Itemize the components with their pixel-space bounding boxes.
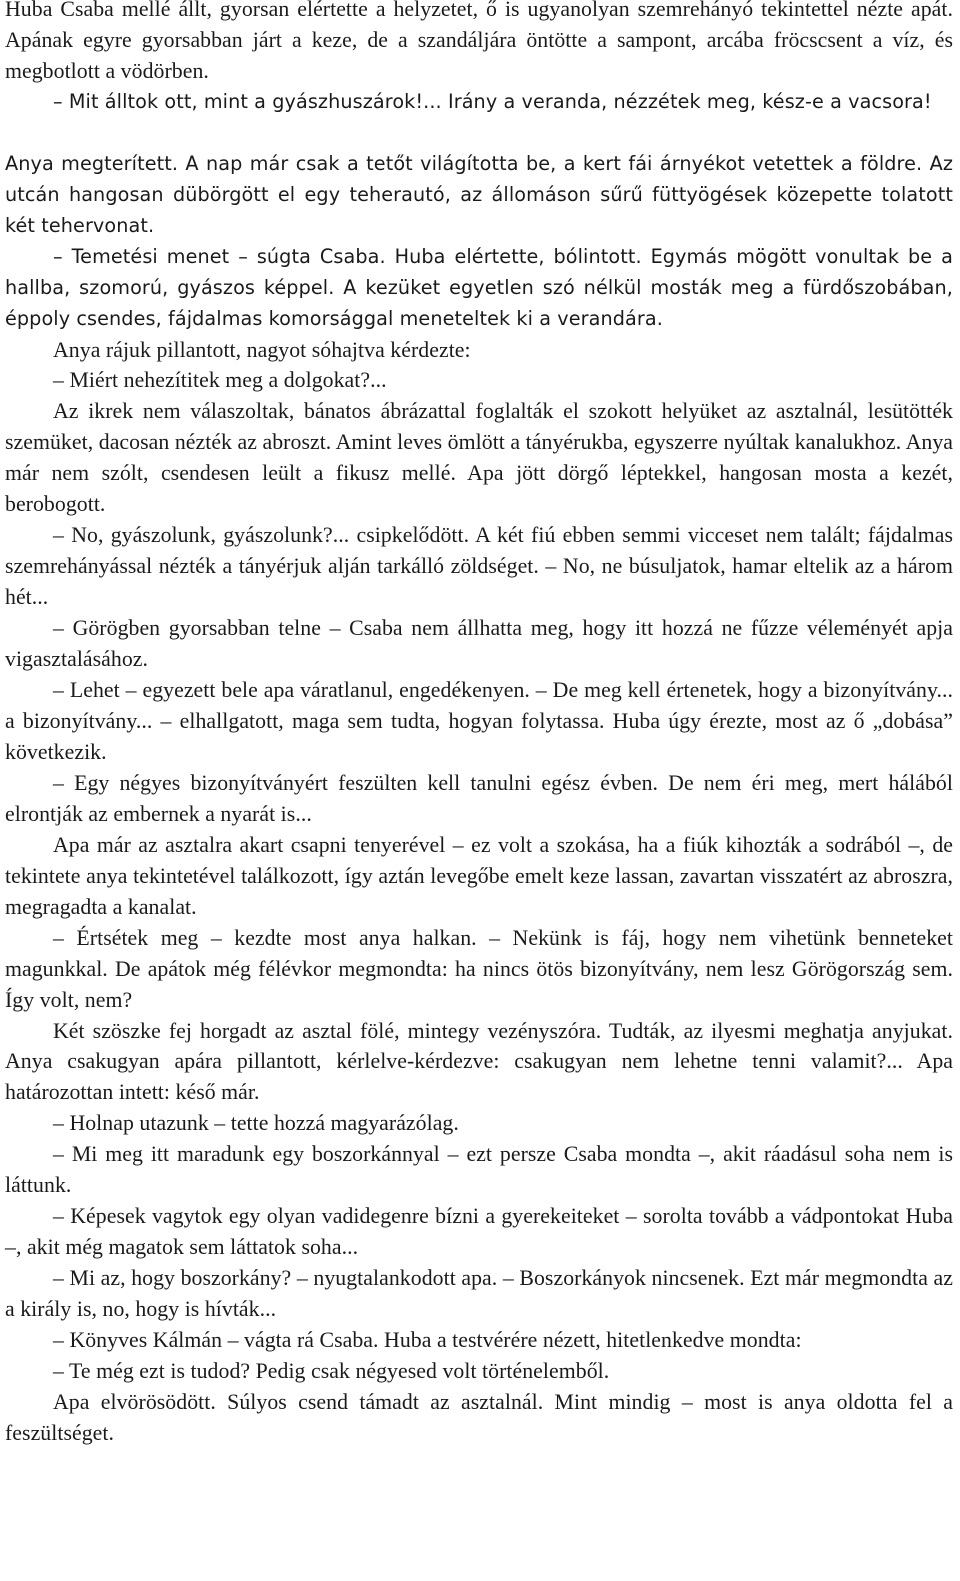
paragraph-washing: Huba Csaba mellé állt, gyorsan elértette a helyzetet, ő is ugyanolyan szemrehányó tekintettel nézte apát. Apának egyre gyorsabban járt a keze, de a szandáljára öntötte a sampont, arcába fröcscsent a víz, és megbotlott a vödörben.: [5, 0, 953, 83]
paragraph-report-card: – Lehet – egyezett bele apa váratlanul, engedékenyen. – De meg kell értenetek, hogy a bizonyítvány... a bizonyítvány... – elhallgatott, maga sem tudta, hogyan folytassa. Huba úgy érezte, most az ő „dobása” következik.: [5, 678, 953, 764]
paragraph-table-set: Anya megterített. A nap már csak a tetőt világította be, a kert fái árnyékot vetettek a földre. Az utcán hangosan dübörgött el egy teherautó, az állomáson sűrű füttyögések közepette tolatott két tehervonat.: [5, 151, 953, 237]
paragraph-history-grade: – Te még ezt is tudod? Pedig csak négyesed volt történelemből.: [53, 1358, 610, 1383]
paragraph-witch: – Mi meg itt maradunk egy boszorkánnyal – ezt persze Csaba mondta –, akit ráadásul soha nem is láttunk.: [5, 1142, 953, 1198]
paragraph-funeral-march: – Temetési menet – súgta Csaba. Huba elértette, bólintott. Egymás mögött vonultak be a hallba, szomorú, gyászos képpel. A kezüket egyetlen szó nélkül mosták meg a fürdőszobában, éppoly csendes, fájdalmas komorsággal meneteltek ki a verandára.: [5, 244, 953, 330]
paragraph-greece-faster: – Görögben gyorsabban telne – Csaba nem állhatta meg, hogy itt hozzá ne fűzze véleményét apja vigasztalásához.: [5, 616, 953, 672]
paragraph-father-teases: – No, gyászolunk, gyászolunk?... csipkelődött. A két fiú ebben semmi vicceset nem talált; fájdalmas szemrehányással nézték a tányérjuk alján tarkálló zöldséget. – No, ne búsuljatok, hamar eltelik az a három hét...: [5, 523, 953, 610]
paragraph-mother-explains: – Értsétek meg – kezdte most anya halkan. – Nekünk is fáj, hogy nem vihetünk benneteket magunkkal. De apátok még félévkor megmondta: ha nincs ötös bizonyítvány, nem lesz Görögország sem. Így volt, nem?: [5, 925, 953, 1012]
paragraph-dialogue-mourners: – Mit álltok ott, mint a gyászhuszárok!... Irány a veranda, nézzétek meg, kész-e a vacsora!: [53, 89, 932, 113]
paragraph-leaving-tomorrow: – Holnap utazunk – tette hozzá magyarázólag.: [53, 1111, 459, 1136]
paragraph-twins-silent: Az ikrek nem válaszoltak, bánatos ábrázattal foglalták el szokott helyüket az asztalnál, lesütötték szemüket, dacosan nézték az abroszt. Amint leves ömlött a tányérukba, egyszerre nyúltak kanalukhoz. Anya már nem szólt, csendesen leült a fikusz mellé. Apa jött dörgő léptekkel, hangosan mosta a kezét, berobogott.: [5, 399, 953, 517]
paragraph-dialogue-why: – Miért nehezítitek meg a dolgokat?...: [53, 368, 387, 393]
paragraph-father-hand: Apa már az asztalra akart csapni tenyerével – ez volt a szokása, ha a fiúk kihozták a sodrából –, de tekintete anya tekintetével találkozott, így aztán levegőbe emelt keze lassan, zavartan visszatért az abroszra, megragadta a kanalat.: [5, 832, 953, 919]
paragraph-mother-sighs: Anya rájuk pillantott, nagyot sóhajtva kérdezte:: [53, 337, 471, 362]
paragraph-no-witches: – Mi az, hogy boszorkány? – nyugtalankodott apa. – Boszorkányok nincsenek. Ezt már megmondta az a király is, no, hogy is hívták...: [5, 1266, 953, 1322]
paragraph-father-blushes: Apa elvörösödött. Súlyos csend támadt az asztalnál. Mint mindig – most is anya oldotta fel a feszültséget.: [5, 1389, 953, 1445]
paragraph-blond-heads: Két szöszke fej horgadt az asztal fölé, mintegy vezényszóra. Tudták, az ilyesmi meghatja anyjukat. Anya csakugyan apára pillantott, kérlelve-kérdezve: csakugyan nem lehetne tenni valamit?... Apa határozottan intett: késő már.: [5, 1018, 953, 1105]
paragraph-grade-four: – Egy négyes bizonyítványért feszülten kell tanulni egész évben. De nem éri meg, mert hálából elrontják az embernek a nyarát is...: [5, 770, 953, 826]
paragraph-stranger: – Képesek vagytok egy olyan vadidegenre bízni a gyerekeiteket – sorolta tovább a vádpontokat Huba –, akit még magatok sem láttatok soha...: [5, 1204, 953, 1260]
paragraph-konyves-kalman: – Könyves Kálmán – vágta rá Csaba. Huba a testvérére nézett, hitetlenkedve mondta:: [53, 1328, 802, 1353]
